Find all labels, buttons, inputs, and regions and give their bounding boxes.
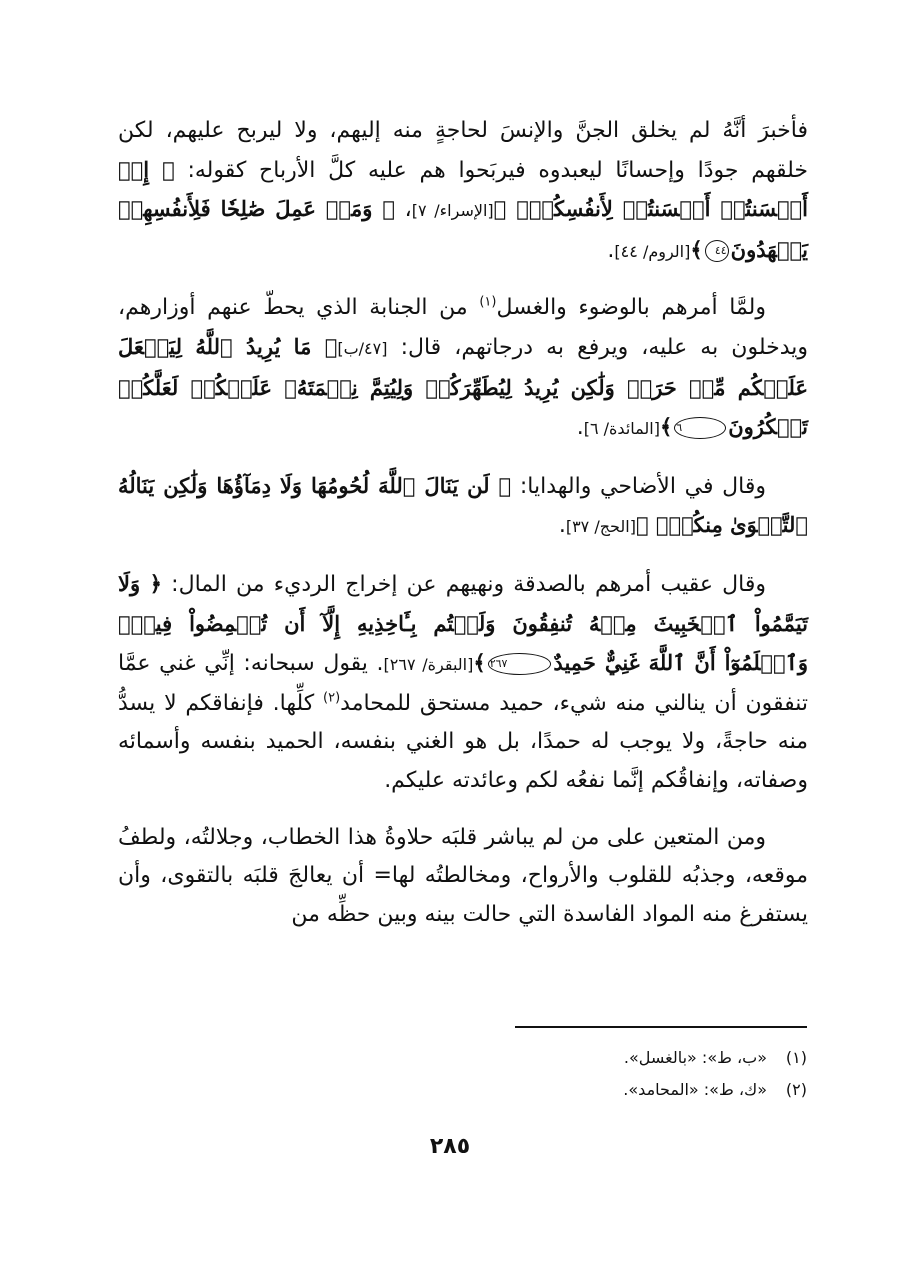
text-run: . bbox=[576, 415, 584, 441]
verse-citation: [الحج/ ٣٧] bbox=[565, 517, 636, 537]
ayah-number-marker: ٤٤ bbox=[705, 240, 729, 262]
verse-citation: [البقرة/ ٢٦٧] bbox=[383, 655, 474, 675]
page-number: ٢٨٥ bbox=[429, 1134, 471, 1159]
footnote-text: «ك، ط»: «المحامد». bbox=[623, 1080, 767, 1099]
verse-citation: [المائدة/ ٦] bbox=[583, 419, 660, 439]
text-run: ومن المتعين على من لم يباشر قلبَه حلاوةُ هذا الخطاب، وجلالتُه، ولطفُ موقعه، وجذبُه للقلوب والأرواح، ومخالطتُه لها= أن يعالجَ قلبَه بالتقوى، وأن يستفرغ منه المواد الفاسدة التي حالت بينه وبين حظِّه من bbox=[118, 824, 808, 927]
separator: ، bbox=[394, 197, 412, 223]
ayah-number-marker: ٢٦٧ bbox=[488, 653, 552, 675]
footnote-reference: (١) bbox=[479, 295, 497, 311]
text-run: فأخبرَ أنَّهُ لم يخلق الجنَّ والإنسَ لحاجةٍ منه إليهم، ولا ليربح عليهم، لكن خلقهم جودًا وإحسانًا ليعبدوه فيربَحوا هم عليه كلَّ الأرباح كقوله: bbox=[118, 118, 809, 183]
quran-bracket: ﴾ bbox=[659, 414, 673, 440]
quran-verse: ﴿ لَن يَنَالَ ٱللَّهَ لُحُومُهَا وَلَا دِمَآؤُهَا وَلَٰكِن يَنَالُهُ ٱلتَّقۡوَىٰ مِنكُمۡۚ ﴾ bbox=[118, 472, 808, 538]
verse-citation: [الروم/ ٤٤] bbox=[614, 241, 691, 261]
paragraph-3 bbox=[118, 467, 808, 547]
text-run: . bbox=[558, 513, 566, 539]
main-text bbox=[118, 112, 808, 952]
paragraph-4 bbox=[118, 565, 808, 801]
text-run: وقال في الأضاحي والهدايا: bbox=[511, 473, 766, 499]
footnote-text: «ب، ط»: «بالغسل». bbox=[623, 1048, 767, 1067]
paragraph-1 bbox=[118, 112, 808, 271]
text-run: . يقول سبحانه: إنِّي غني عمَّا تنفقون أن ينالني منه شيء، حميد مستحق للمحامد bbox=[118, 651, 808, 716]
text-run: وقال عقيب أمرهم بالصدقة ونهيهم عن إخراج الرديء من المال: bbox=[161, 571, 766, 597]
footnote-number: (٢) bbox=[785, 1080, 807, 1099]
quran-bracket: ﴾ bbox=[473, 650, 486, 676]
manuscript-folio-marker: [٤٧/ب] bbox=[337, 338, 388, 358]
quran-bracket: ﴾ bbox=[690, 236, 703, 262]
footnote-item bbox=[420, 1042, 807, 1074]
quran-verse: ﴿ إِنۡ أَحۡسَنتُمۡ أَحۡسَنتُمۡ لِأَنفُسِكُمۡۖ ﴾ bbox=[118, 156, 808, 222]
footnote-item bbox=[420, 1074, 807, 1106]
footnote-reference: (٢) bbox=[323, 690, 341, 706]
quran-verse: ﴿ مَا يُرِيدُ ٱللَّهُ لِيَجۡعَلَ عَلَيۡكُم مِّنۡ حَرَجٖ وَلَٰكِن يُرِيدُ لِيُطَهِّرَكُمۡ وَلِيُتِمَّ نِعۡمَتَهُۥ عَلَيۡكُمۡ لَعَلَّكُمۡ تَشۡكُرُونَ bbox=[118, 333, 808, 440]
text-run: من الجنابة الذي يحطّ عنهم أوزارهم، ويدخلون به عليه، ويرفع به درجاتهم، قال: bbox=[118, 295, 808, 360]
verse-citation: [الإسراء/ ٧] bbox=[411, 201, 494, 221]
text-run: كلِّها. فإنفاقكم لا يسدُّ منه حاجةً، ولا يوجب له حمدًا، بل هو الغني بنفسه، الحميد بنفسه وأسمائه وصفاته، وإنفاقُكم إنَّما نفعُه لكم وعائدته عليكم. bbox=[118, 690, 808, 793]
ayah-number-marker: ٦ bbox=[674, 417, 726, 439]
paragraph-2 bbox=[118, 289, 808, 448]
quran-verse: ﴿ وَمَنۡ عَمِلَ صَٰلِحٗا فَلِأَنفُسِهِمۡ يَمۡهَدُونَ bbox=[118, 196, 808, 262]
text-run: . bbox=[607, 237, 615, 263]
footnote-number: (١) bbox=[785, 1048, 807, 1067]
text-run: ولمَّا أمرهم بالوضوء والغسل bbox=[496, 295, 766, 321]
footnote-divider bbox=[515, 1026, 807, 1028]
footnotes bbox=[420, 1042, 807, 1106]
paragraph-5 bbox=[118, 819, 808, 935]
quran-verse: ﴿ وَلَا تَيَمَّمُواْ ٱلۡخَبِيثَ مِنۡهُ تُنفِقُونَ وَلَسۡتُم بِـَٔاخِذِيهِ إِلَّآ أَن تُغۡمِضُواْ فِيهِۚ وَٱعۡلَمُوٓاْ أَنَّ ٱللَّهَ غَنِيٌّ حَمِيدٌ bbox=[118, 570, 809, 676]
